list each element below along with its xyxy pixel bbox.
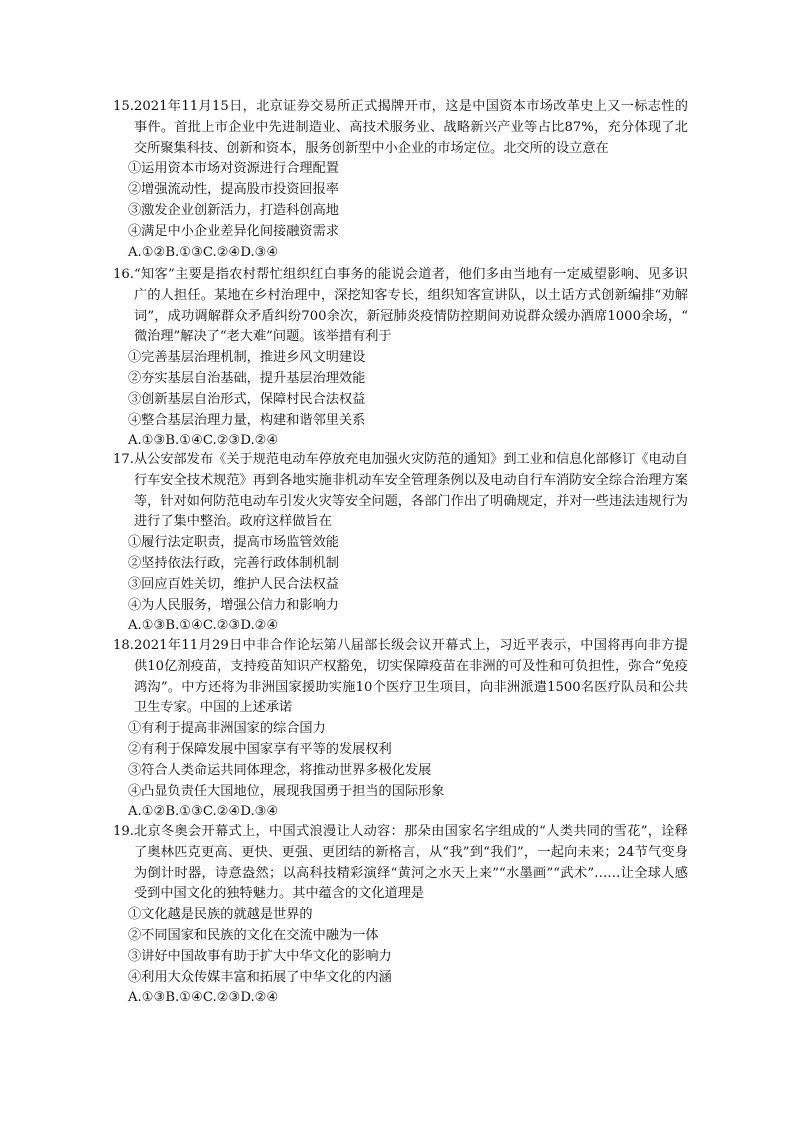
question-19 <box>113 822 688 1009</box>
option-4: ④凸显负责任大国地位，展现我国勇于担当的国际形象 <box>128 783 445 799</box>
question-18 <box>113 636 688 823</box>
question-number: 19. <box>113 824 134 839</box>
answer-choices: A.①③B.①④C.②③D.②④ <box>128 990 279 1006</box>
option-3: ③回应百姓关切，维护人民合法权益 <box>128 576 339 592</box>
option-2: ②有利于保障发展中国家享有平等的发展权利 <box>128 741 392 757</box>
answer-choices: A.①②B.①③C.②④D.③④ <box>128 804 279 820</box>
question-number: 16. <box>113 267 134 282</box>
option-2: ②不同国家和民族的文化在交流中融为一体 <box>128 927 379 943</box>
option-3: ③创新基层自治形式，保障村民合法权益 <box>128 391 366 407</box>
question-17 <box>113 450 688 637</box>
answer-choices: A.①③B.①④C.②③D.②④ <box>128 618 279 634</box>
question-stem: 2021年11月15日，北京证券交易所正式揭牌开市，这是中国资本市场改革史上又一标志性的事件。首批上市企业中先进制造业、高技术服务业、战略新兴产业等占比87%，充分体现了北交所聚集科技、创新和资本，服务创新型中小企业的市场定位。北交所的设立意在 <box>133 99 688 156</box>
question-stem: 北京冬奥会开幕式上，中国式浪漫让人动容：那朵由国家名字组成的“人类共同的雪花”，诠释了奥林匹克更高、更快、更强、更团结的新格言，从“我”到“我们”，一起向未来；24节气变身为倒计时器，诗意盎然；以高科技精彩演绎“黄河之水天上来”“水墨画”“武术”……让全球人感受到中国文化的独特魅力。其中蕴含的文化道理是 <box>133 824 688 902</box>
question-options <box>113 905 688 1009</box>
option-4: ④满足中小企业差异化间接融资需求 <box>128 223 339 239</box>
option-2: ②坚持依法行政，完善行政体制机制 <box>128 555 339 571</box>
option-3: ③激发企业创新活力，打造科创高地 <box>128 202 339 218</box>
option-1: ①有利于提高非洲国家的综合国力 <box>128 721 326 737</box>
question-number: 15. <box>113 99 134 114</box>
question-options <box>113 159 688 263</box>
option-2: ②夯实基层自治基础，提升基层治理效能 <box>128 370 366 386</box>
question-header <box>113 822 688 905</box>
question-header <box>113 97 688 159</box>
option-1: ①运用资本市场对资源进行合理配置 <box>128 161 339 177</box>
option-1: ①履行法定职责，提高市场监管效能 <box>128 535 339 551</box>
option-2: ②增强流动性，提高股市投资回报率 <box>128 182 339 198</box>
question-16 <box>113 265 688 452</box>
question-stem: 2021年11月29日中非合作论坛第八届部长级会议开幕式上，习近平表示，中国将再向非方提供10亿剂疫苗，支持疫苗知识产权豁免，切实保障疫苗在非洲的可及性和可负担性，弥合“免疫鸿沟”。中方还将为非洲国家援助实施10个医疗卫生项目，向非洲派遣1500名医疗队员和公共卫生专家。中国的上述承诺 <box>133 638 688 716</box>
question-header <box>113 636 688 719</box>
question-15 <box>113 97 688 263</box>
question-number: 17. <box>113 452 134 467</box>
question-stem: “知客”主要是指农村帮忙组织红白事务的能说会道者，他们多由当地有一定威望影响、见多识广的人担任。某地在乡村治理中，深挖知客专长，组织知客宣讲队，以土话方式创新编排“劝解词”，成功调解群众矛盾纠纷700余次，新冠肺炎疫情防控期间劝说群众缓办酒席1000余场，“微治理”解决了“老大难”问题。该举措有利于 <box>133 267 688 345</box>
option-1: ①完善基层治理机制，推进乡风文明建设 <box>128 350 366 366</box>
question-options <box>113 348 688 452</box>
question-stem: 从公安部发布《关于规范电动车停放充电加强火灾防范的通知》到工业和信息化部修订《电动自行车安全技术规范》再到各地实施非机动车安全管理条例以及电动自行车消防安全综合治理方案等，针对如何防范电动车引发火灾等安全问题，各部门作出了明确规定，并对一些违法违规行为进行了集中整治。政府这样做旨在 <box>133 452 688 530</box>
option-4: ④利用大众传媒丰富和拓展了中华文化的内涵 <box>128 969 392 985</box>
option-1: ①文化越是民族的就越是世界的 <box>128 907 313 923</box>
option-3: ③符合人类命运共同体理念，将推动世界多极化发展 <box>128 762 432 778</box>
question-header <box>113 265 688 348</box>
option-4: ④为人民服务，增强公信力和影响力 <box>128 597 339 613</box>
question-number: 18. <box>113 638 134 653</box>
question-header <box>113 450 688 533</box>
option-4: ④整合基层治理力量，构建和谐邻里关系 <box>128 412 366 428</box>
question-options <box>113 719 688 823</box>
question-options <box>113 533 688 637</box>
answer-choices: A.①③B.①④C.②③D.②④ <box>128 433 279 449</box>
option-3: ③讲好中国故事有助于扩大中华文化的影响力 <box>128 948 392 964</box>
answer-choices: A.①②B.①③C.②④D.③④ <box>128 244 279 260</box>
